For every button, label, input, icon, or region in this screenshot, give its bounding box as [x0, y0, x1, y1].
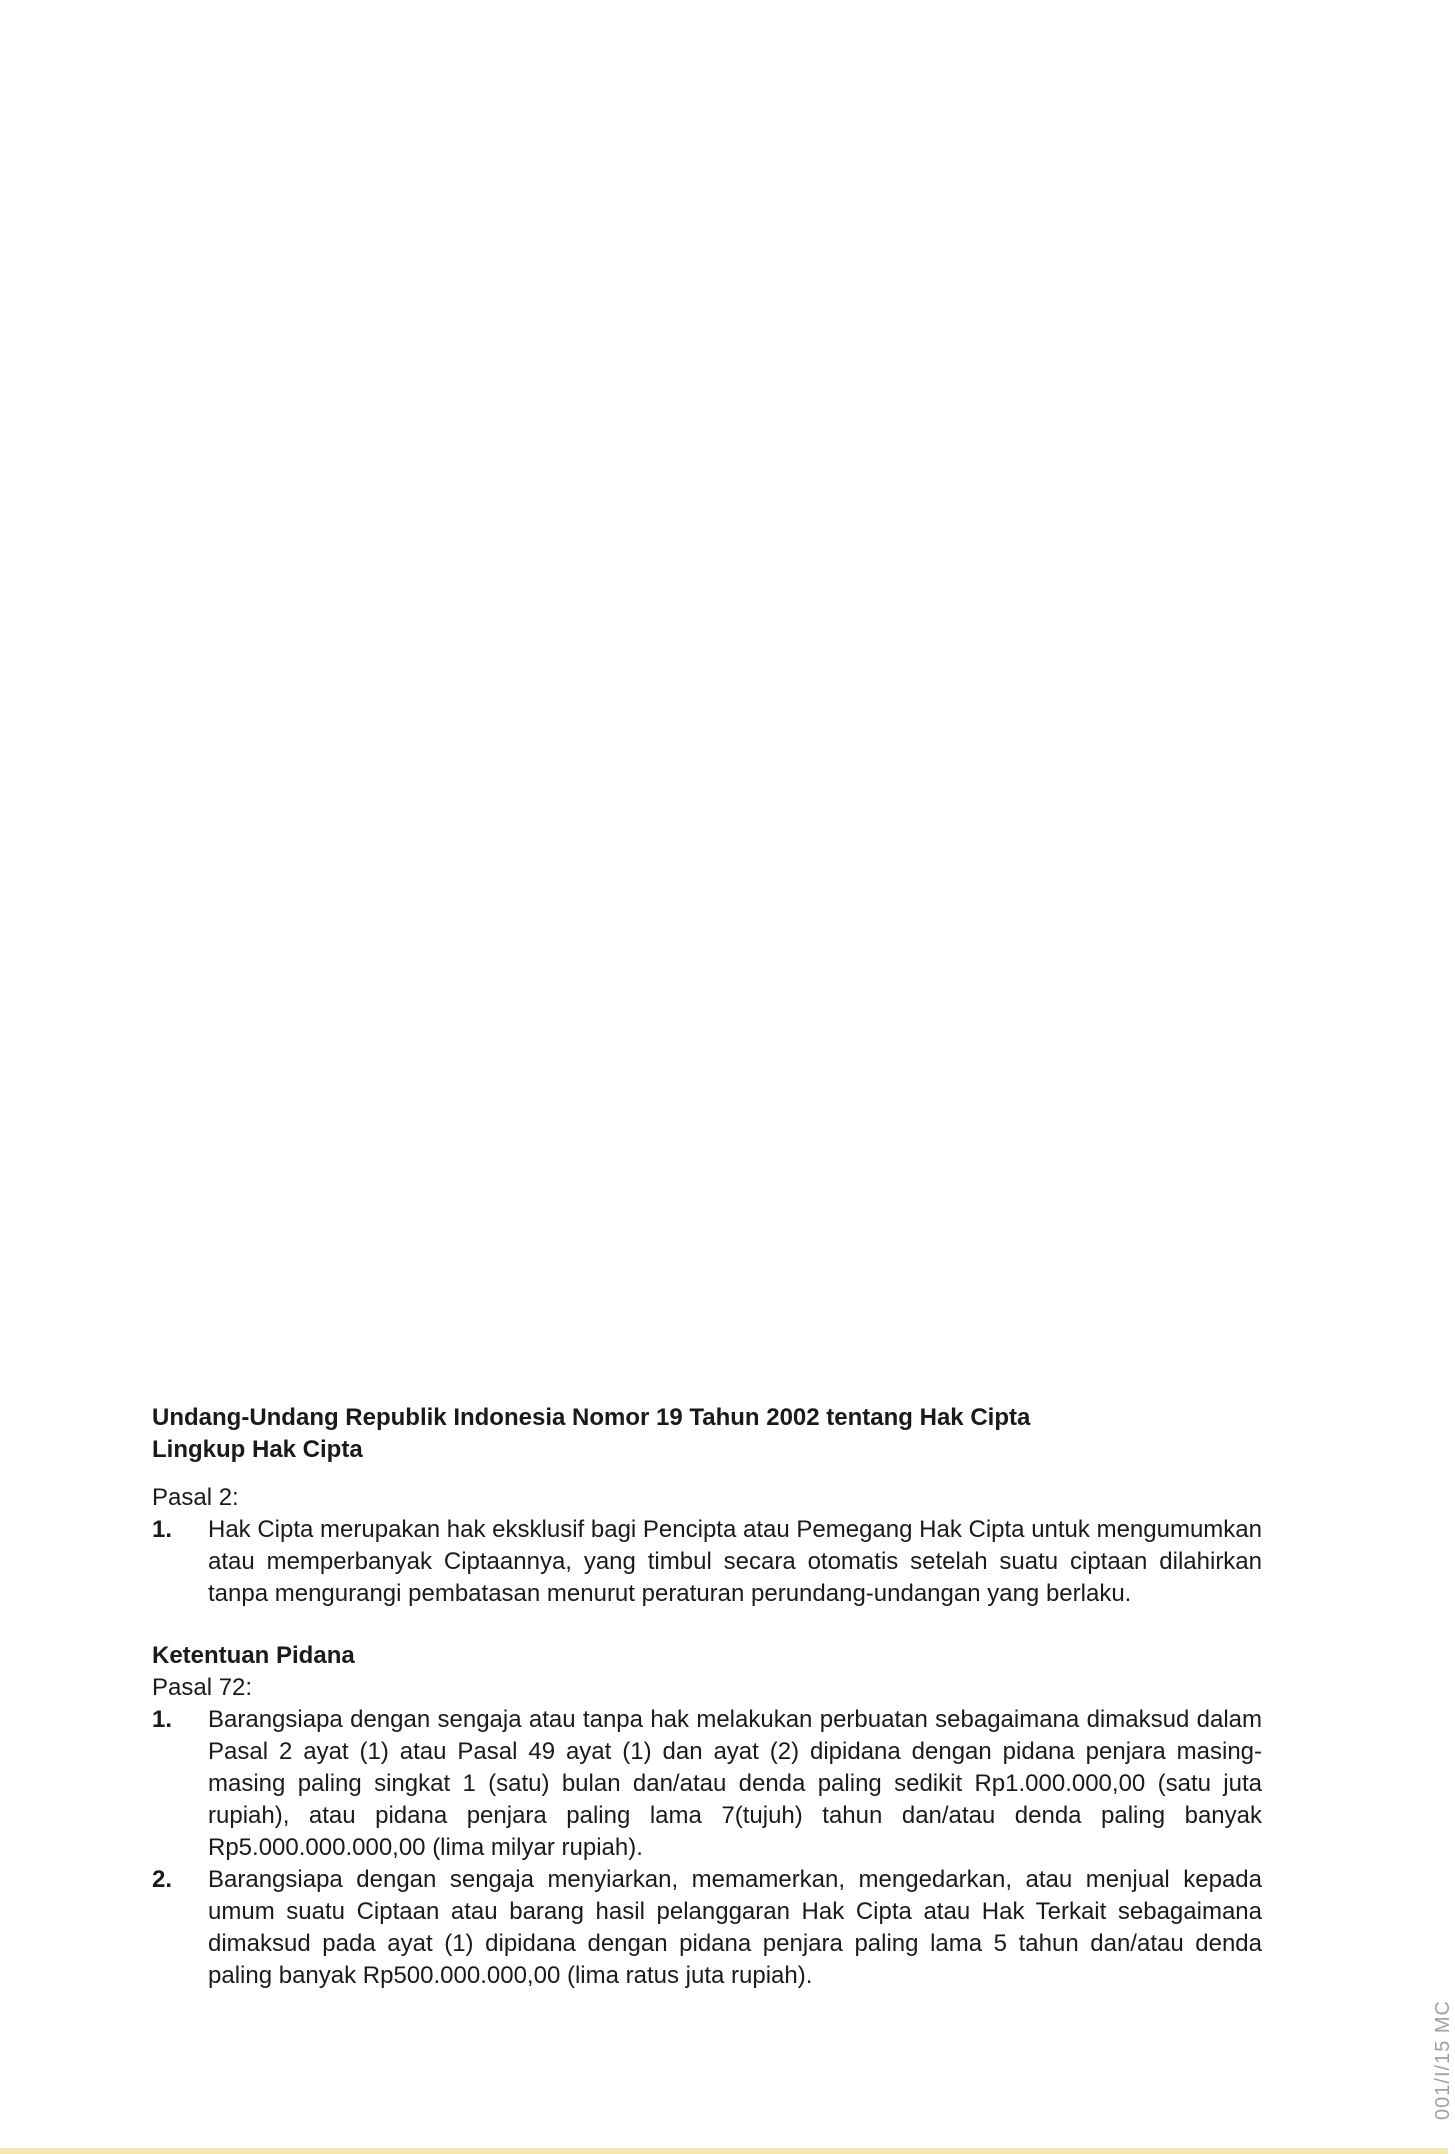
- scope-heading: Lingkup Hak Cipta: [152, 1436, 363, 1463]
- clause-number: 2.: [152, 1866, 173, 1893]
- pasal-72-label: Pasal 72:: [152, 1674, 253, 1701]
- bottom-divider: [0, 2148, 1448, 2154]
- pasal-2-clauses: [152, 1514, 1262, 1610]
- clause-number: 1.: [152, 1516, 173, 1543]
- spacer: [152, 1610, 1262, 1640]
- clause-text: Barangsiapa dengan sengaja menyiarkan, memamerkan, mengedarkan, atau menjual kepada umum suatu Ciptaan atau barang hasil pelanggaran Hak Cipta atau Hak Terkait sebagaimana dimaksud pada ayat (1) dipidana dengan pidana penjara paling lama 5 tahun dan/atau denda paling banyak Rp500.000.000,00 (lima ratus juta rupiah).: [208, 1866, 1262, 1989]
- side-print-code: 001/I/15 MC: [1432, 2000, 1454, 2120]
- penalty-heading: Ketentuan Pidana: [152, 1642, 355, 1669]
- clause-number: 1.: [152, 1706, 173, 1733]
- pasal-72-clauses: [152, 1704, 1262, 1992]
- copyright-notice: [152, 1402, 1262, 1992]
- clause-text: Barangsiapa dengan sengaja atau tanpa hak melakukan perbuatan sebagaimana dimaksud dalam Pasal 2 ayat (1) atau Pasal 49 ayat (1) dan ayat (2) dipidana dengan pidana penjara masing-masing paling singkat 1 (satu) bulan dan/atau denda paling sedikit Rp1.000.000,00 (satu juta rupiah), atau pidana penjara paling lama 7(tujuh) tahun dan/atau denda paling banyak Rp5.000.000.000,00 (lima milyar rupiah).: [208, 1706, 1262, 1861]
- law-title: Undang-Undang Republik Indonesia Nomor 19 Tahun 2002 tentang Hak Cipta: [152, 1404, 1031, 1431]
- clause-item: [152, 1704, 1262, 1864]
- clause-item: [152, 1514, 1262, 1610]
- pasal-2-label: Pasal 2:: [152, 1484, 239, 1511]
- spacer: [152, 1466, 1262, 1482]
- clause-item: [152, 1864, 1262, 1992]
- clause-text: Hak Cipta merupakan hak eksklusif bagi Pencipta atau Pemegang Hak Cipta untuk mengumumkan atau memperbanyak Ciptaannya, yang timbul secara otomatis setelah suatu ciptaan dilahirkan tanpa mengurangi pembatasan menurut peraturan perundang-undangan yang berlaku.: [208, 1516, 1262, 1607]
